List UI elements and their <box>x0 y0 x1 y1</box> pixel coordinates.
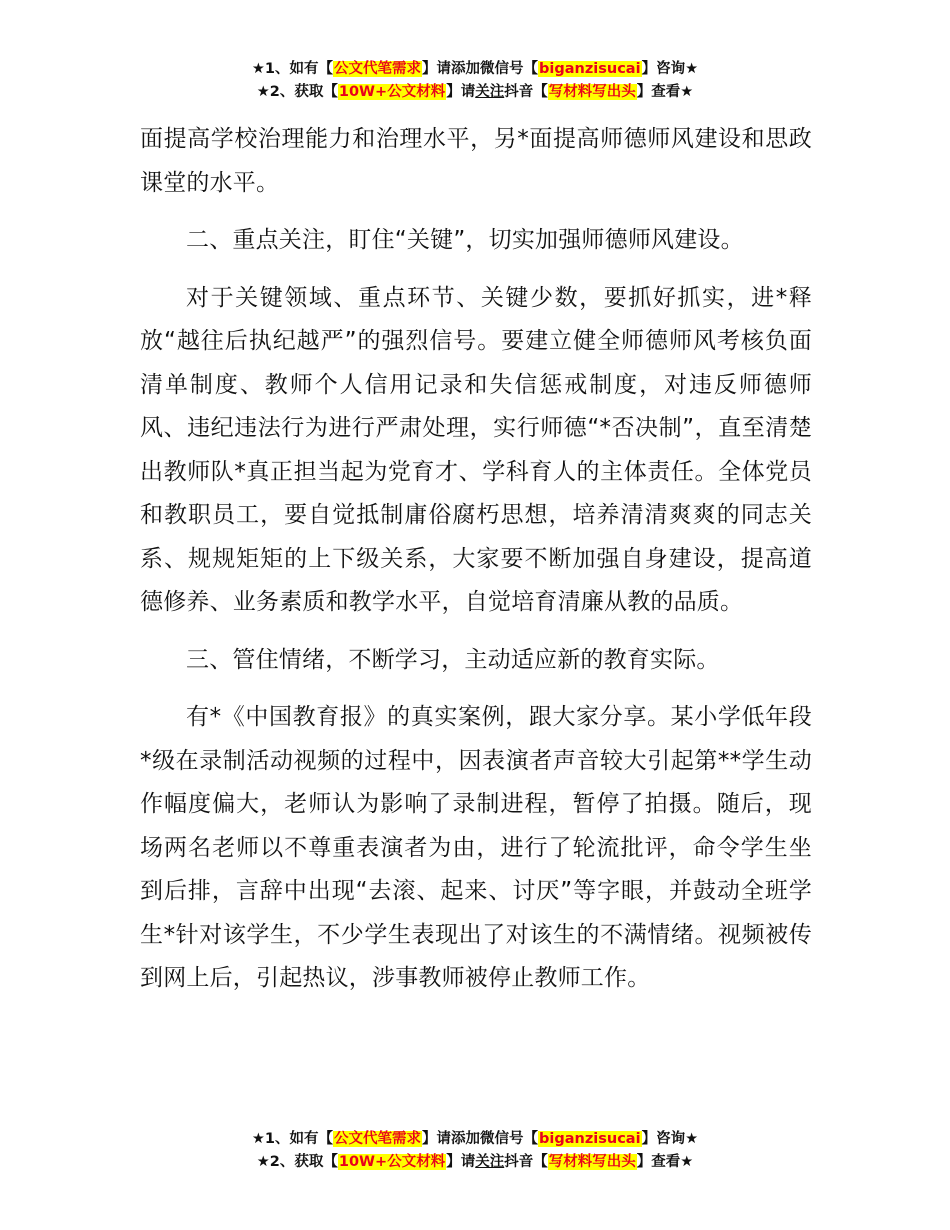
banner-text-underlined: 关注 <box>475 84 505 100</box>
bottom-banner <box>0 1128 950 1174</box>
document-body <box>140 118 812 1015</box>
banner-text: 抖音【 <box>504 1154 548 1170</box>
highlight-douyin: 写材料写出头 <box>548 1154 636 1170</box>
top-banner <box>0 58 950 104</box>
banner-text: 抖音【 <box>504 84 548 100</box>
banner-text: 微信号【 <box>480 61 539 77</box>
banner-text: ★2、获取【 <box>256 84 338 100</box>
banner-line-1 <box>0 58 950 81</box>
banner-text: 】咨询★ <box>641 1131 699 1147</box>
section-heading: 二、重点关注，盯住“关键”，切实加强师德师风建设。 <box>186 227 744 253</box>
paragraph: 对于关键领域、重点环节、关键少数，要抓好抓实，进*释放“越往后执纪越严”的强烈信号。要建立健全师德师风考核负面清单制度、教师个人信用记录和失信惩戒制度，对违反师德师风、违纪违法行为进行严肃处理，实行师德“*否决制”，直至清楚出教师队*真正担当起为党育才、学科育人的主体责任。全体党员和教职员工，要自觉抵制庸俗腐朽思想，培养清清爽爽的同志关系、规规矩矩的上下级关系，大家要不断加强自身建设，提高道德修养、业务素质和教学水平，自觉培育清廉从教的品质。 <box>140 284 812 615</box>
paragraph: 面提高学校治理能力和治理水平，另*面提高师德师风建设和思政课堂的水平。 <box>140 126 812 196</box>
banner-line-1 <box>0 1128 950 1151</box>
banner-text: 】请 <box>446 84 476 100</box>
banner-text: 】请 <box>446 1154 476 1170</box>
banner-text-emphasis: 添加 <box>451 1131 481 1147</box>
banner-text-underlined: 关注 <box>475 1154 505 1170</box>
section-heading: 三、管住情绪，不断学习，主动适应新的教育实际。 <box>186 646 720 673</box>
banner-text: 】咨询★ <box>641 61 699 77</box>
highlight-materials: 10W+公文材料 <box>338 1154 446 1170</box>
banner-text-emphasis: 添加 <box>451 61 481 77</box>
banner-text: ★2、获取【 <box>256 1154 338 1170</box>
banner-text: ★1、如有【 <box>251 1131 334 1147</box>
banner-text: 】查看★ <box>636 1154 694 1170</box>
banner-text: 微信号【 <box>480 1131 539 1147</box>
banner-line-2 <box>0 1151 950 1174</box>
banner-text: 】请 <box>422 1131 452 1147</box>
highlight-wechat-id: biganzisucai <box>539 61 641 77</box>
banner-text: 】查看★ <box>636 84 694 100</box>
highlight-douyin: 写材料写出头 <box>548 84 636 100</box>
highlight-materials: 10W+公文材料 <box>338 84 446 100</box>
highlight-wechat-id: biganzisucai <box>539 1131 641 1147</box>
banner-text: 】请 <box>422 61 452 77</box>
paragraph: 有*《中国教育报》的真实案例，跟大家分享。某小学低年段*级在录制活动视频的过程中，因表演者声音较大引起第**学生动作幅度偏大，老师认为影响了录制进程，暂停了拍摄。随后，现场两名老师以不尊重表演者为由，进行了轮流批评，命令学生坐到后排，言辞中出现“去滚、起来、讨厌”等字眼，并鼓动全班学生*针对该学生，不少学生表现出了对该生的不满情绪。视频被传到网上后，引起热议，涉事教师被停止教师工作。 <box>140 704 812 991</box>
highlight-service: 公文代笔需求 <box>334 61 422 77</box>
banner-text: ★1、如有【 <box>251 61 334 77</box>
highlight-service: 公文代笔需求 <box>334 1131 422 1147</box>
banner-line-2 <box>0 81 950 104</box>
